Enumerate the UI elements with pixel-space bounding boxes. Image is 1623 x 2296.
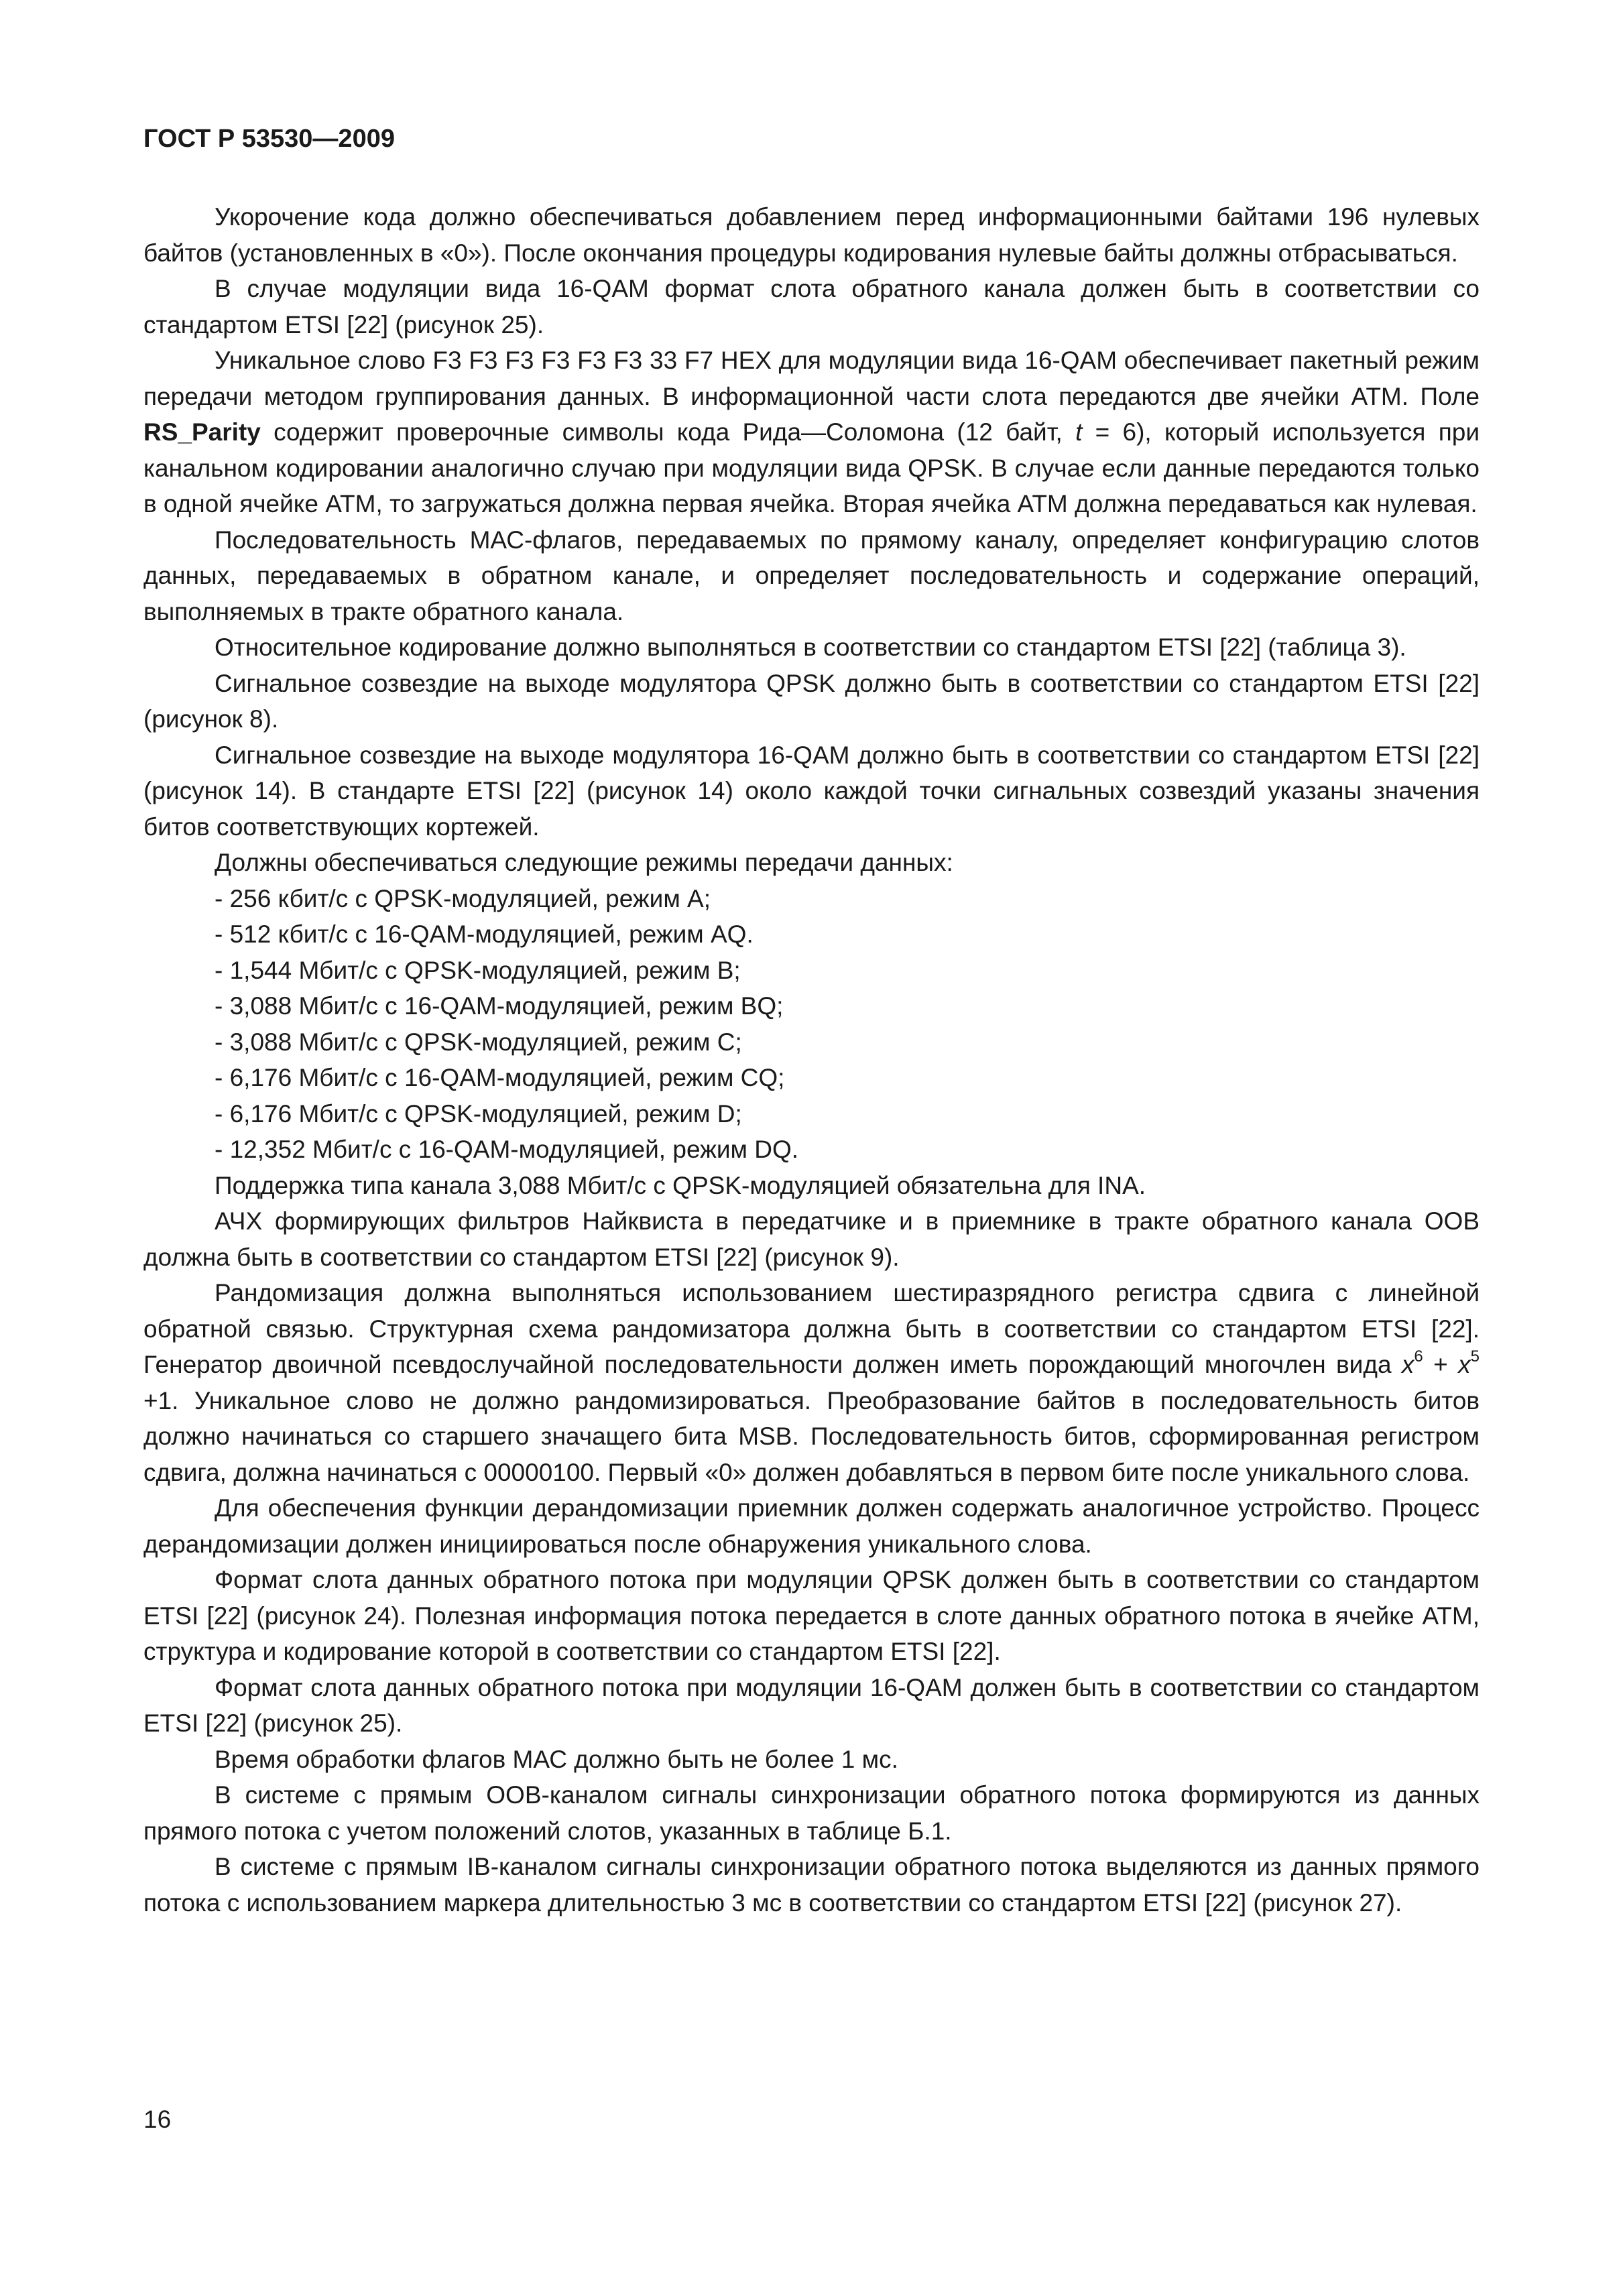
paragraph: Время обработки флагов МАС должно быть не более 1 мс. <box>215 1745 898 1773</box>
paragraph: Формат слота данных обратного потока при модуляции QPSK должен быть в соответствии со стандартом ETSI [22] (рисунок 24). Полезная информация потока передается в слоте данных обратного потока в ячейке АТМ, структура и кодирование которой в соответствии со стандартом ETSI [22]. <box>143 1566 1480 1665</box>
formula-variable: x <box>1458 1351 1471 1378</box>
document-code: ГОСТ Р 53530—2009 <box>143 125 395 153</box>
list-item: - 1,544 Мбит/с с QPSK-модуляцией, режим В; <box>215 956 741 984</box>
paragraph: Должны обеспечиваться следующие режимы передачи данных: <box>215 849 953 876</box>
paragraph: В системе с прямым ООВ-каналом сигналы синхронизации обратного потока формируются из данных прямого потока с учетом положений слотов, указанных в таблице Б.1. <box>143 1781 1480 1845</box>
paragraph: Относительное кодирование должно выполняться в соответствии со стандартом ETSI [22] (таблица 3). <box>215 633 1406 661</box>
document-header <box>143 121 395 156</box>
list-item: - 3,088 Мбит/с с 16-QAM-модуляцией, режим BQ; <box>215 992 784 1020</box>
paragraph: Сигнальное созвездие на выходе модулятора QPSK должно быть в соответствии со стандартом ETSI [22] (рисунок 8). <box>143 669 1480 733</box>
paragraph: В случае модуляции вида 16-QAM формат слота обратного канала должен быть в соответствии со стандартом ETSI [22] (рисунок 25). <box>143 275 1480 339</box>
paragraph: Формат слота данных обратного потока при модуляции 16-QAM должен быть в соответствии со стандартом ETSI [22] (рисунок 25). <box>143 1673 1480 1737</box>
list-item: - 512 кбит/с с 16-QAM-модуляцией, режим AQ. <box>215 920 754 948</box>
list-item: - 6,176 Мбит/с с 16-QAM-модуляцией, режим CQ; <box>215 1064 785 1091</box>
page-number: 16 <box>143 2106 172 2133</box>
list-item: - 256 кбит/с с QPSK-модуляцией, режим А; <box>215 884 711 912</box>
list-item: - 12,352 Мбит/с с 16-QAM-модуляцией, режим DQ. <box>215 1136 799 1163</box>
list-item: - 6,176 Мбит/с с QPSK-модуляцией, режим D; <box>215 1099 742 1128</box>
paragraph: В системе с прямым IB-каналом сигналы синхронизации обратного потока выделяются из данных прямого потока с использованием маркера длительностью 3 мс в соответствии со стандартом ETSI [22] (рисунок 27). <box>143 1853 1480 1917</box>
paragraph: Последовательность МАС-флагов, передаваемых по прямому каналу, определяет конфигурацию слотов данных, передаваемых в обратном канале, и определяет последовательность и содержание операций, выполняемых в тракте обратного канала. <box>143 526 1480 625</box>
paragraph: АЧХ формирующих фильтров Найквиста в передатчике и в приемнике в тракте обратного канала ООВ должна быть в соответствии со стандартом ETSI [22] (рисунок 9). <box>143 1207 1480 1271</box>
list-item: - 3,088 Мбит/с с QPSK-модуляцией, режим С; <box>215 1028 742 1056</box>
formula-variable: x <box>1401 1351 1415 1378</box>
page-footer <box>143 2102 171 2137</box>
field-name: RS_Parity <box>143 418 261 446</box>
paragraph: Поддержка типа канала 3,088 Мбит/с с QPSK-модуляцией обязательна для INA. <box>215 1171 1146 1199</box>
formula-exponent: 5 <box>1470 1347 1480 1366</box>
document-body <box>143 199 1480 1921</box>
paragraph: Укорочение кода должно обеспечиваться добавлением перед информационными байтами 196 нулевых байтов (установленных в «0»). После окончания процедуры кодирования нулевые байты должны отбрасываться. <box>143 203 1480 267</box>
paragraph: Рандомизация должна выполняться использованием шестиразрядного регистра сдвига с линейной обратной связью. Структурная схема рандомизатора должна быть в соответствии со стандартом ETSI [22]. Генератор двоичной псевдослучайной последовательности должен иметь порождающий многочлен вида $x^6 + x^5 +1$. Уникальное слово не должно рандомизироваться. Преобразование байтов в последовательность битов должно начинаться со старшего значащего бита MSB. Последовательность битов, сформированная регистром сдвига, должна начинаться с 00000100. Первый «0» должен добавляться в первом бите после уникального слова. <box>143 1279 1480 1486</box>
paragraph: Для обеспечения функции дерандомизации приемник должен содержать аналогичное устройство. Процесс дерандомизации должен инициироваться после обнаружения уникального слова. <box>143 1494 1480 1558</box>
paragraph: Уникальное слово F3 F3 F3 F3 F3 F3 33 F7 HEX для модуляции вида 16-QAM обеспечивает пакетный режим передачи методом группирования данных. В информационной части слота передаются две ячейки АТМ. Поле RS_Parity содержит проверочные символы кода Рида—Соломона (12 байт, t = 6), который используется при канальном кодировании аналогично случаю при модуляции вида QPSK. В случае если данные передаются только в одной ячейке АТМ, то загружаться должна первая ячейка. Вторая ячейка АТМ должна передаваться как нулевая. <box>143 347 1480 518</box>
transmission-modes-list <box>143 881 1480 1168</box>
italic-variable: t <box>1075 418 1083 446</box>
formula-exponent: 6 <box>1414 1347 1423 1366</box>
paragraph: Сигнальное созвездие на выходе модулятора 16-QAM должно быть в соответствии со стандартом ETSI [22] (рисунок 14). В стандарте ETSI [22] (рисунок 14) около каждой точки сигнальных созвездий указаны значения битов соответствующих кортежей. <box>143 741 1480 841</box>
